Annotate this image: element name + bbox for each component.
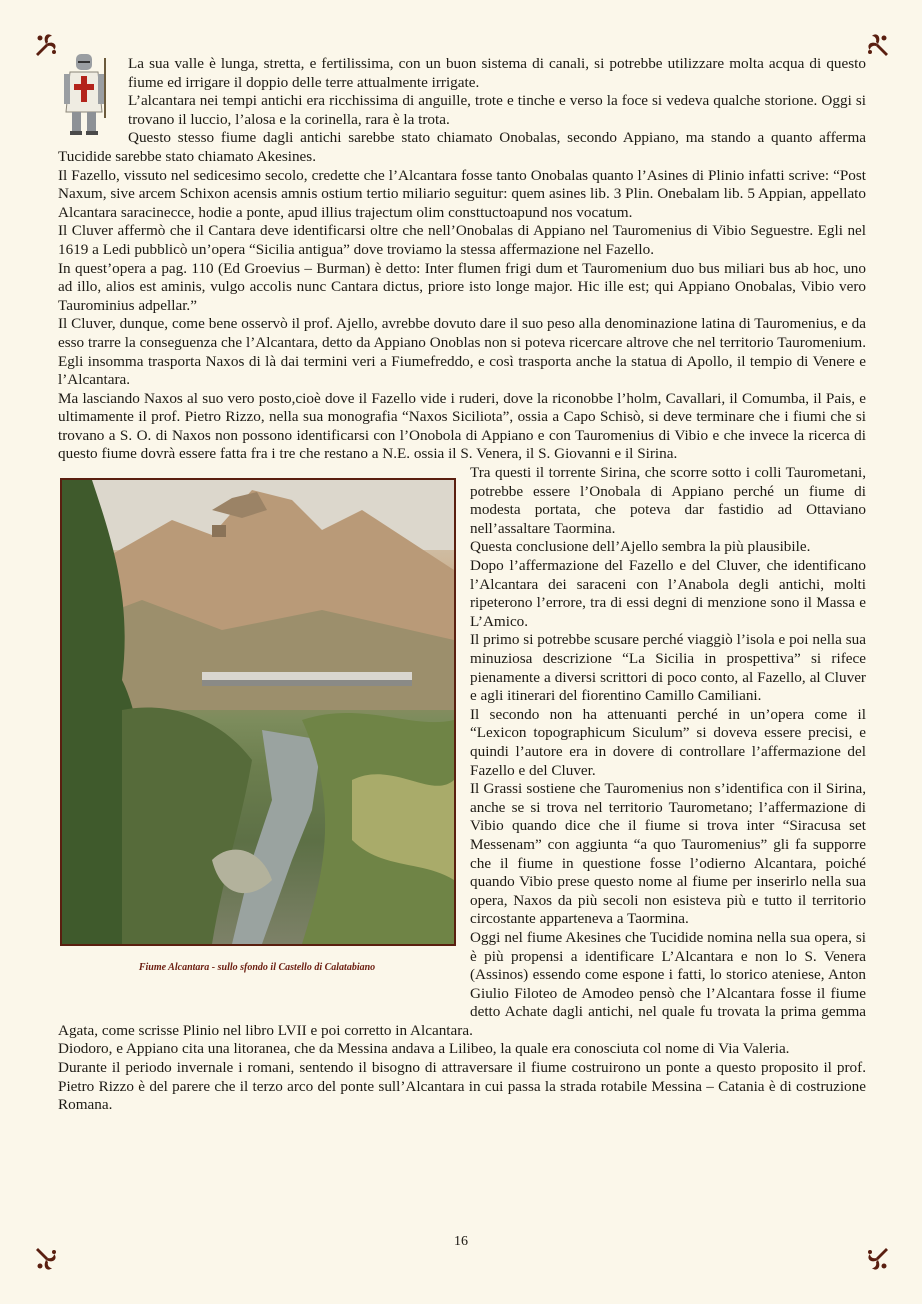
paragraph: Diodoro, e Appiano cita una litoranea, che da Messina andava a Lilibeo, la quale era conosciuta col nome di Via Valeria. <box>58 1040 790 1058</box>
river-photo <box>60 478 456 946</box>
paragraph: Il Cluver affermò che il Cantara deve identificarsi oltre che nell’Onobalas di Appiano nel Tauromenius di Vibio Seguestre. Egli nel 1619 a Ledi pubblicò un’opera “Sicilia antigua” dove troviamo la stessa affermazione nel Fazello. <box>58 222 866 258</box>
paragraph: Oggi nel fiume Akesines che Tucidide nomina nella sua opera, si è più propensi a identificare L’Alcantara e non lo S. Venera (Assinos) essendo come espone i fatti, lo storico ateniese, Anton Giulio Filoteo de Amodeo pensò che l’Alcantara fosse il fiume detto Achate dagli antichi, nel quale fu trovata la prima gemma Agata, come scrisse Plinio nel libro LVII e poi corretto in Alcantara. <box>58 928 866 1039</box>
paragraph: Questo stesso fiume dagli antichi sarebbe stato chiamato Onobalas, secondo Appiano, ma stando a quanto afferma Tucidide sarebbe stato chiamato Akesines. <box>58 129 866 165</box>
paragraph: Il Fazello, vissuto nel sedicesimo secolo, credette che l’Alcantara fosse tanto Onobalas quanto l’Asines di Plinio infatti scrive: “Post Naxum, sive arcem Schixon acensis amnis ostium tertio miliario seguitur: quem asines lib. 3 Plin. Onebalam lib. 5 Appian, appellato Alcantara saracinecce, hodie a ponte, apud illius trajectum olim consttuctoapund nos vocatum. <box>58 166 866 221</box>
paragraph: La sua valle è lunga, stretta, e fertilissima, con un buon sistema di canali, si potrebbe utilizzare molta acqua di questo fiume ed irrigare il doppio delle terre attualmente irrigate. <box>128 55 866 91</box>
figure-caption: Fiume Alcantara - sullo sfondo il Castello di Calatabiano <box>138 962 376 974</box>
paragraph: L’alcantara nei tempi antichi era ricchissima di anguille, trote e tinche e verso la foce si vedeva qualche storione. Oggi si trovano il luccio, l’alosa e la corinella, rara è la trota. <box>128 92 866 128</box>
paragraph: Questa conclusione dell’Ajello sembra la più plausibile. <box>470 538 811 556</box>
templar-knight-icon <box>54 52 114 136</box>
paragraph: Tra questi il torrente Sirina, che scorre sotto i colli Taurometani, potrebbe essere l’Onobala di Appiano perché un fiume di modesta portata, che poteva dar fastidio ad Ottaviano nell’assaltare Taormina. <box>470 464 866 537</box>
paragraph: Durante il periodo invernale i romani, sentendo il bisogno di attraversare il fiume costruirono un ponte a questo proposito il prof. Pietro Rizzo è del parere che il terzo arco del ponte sull’Alcantara in cui passa la strada rotabile Messina – Catania è di costruzione Romana. <box>58 1059 866 1114</box>
page-number: 16 <box>454 1234 468 1249</box>
fleur-ornament-icon <box>864 30 892 58</box>
paragraph: Il Grassi sostiene che Tauromenius non s’identifica con il Sirina, anche se si trova nel territorio Taurometano; l’affermazione di Vibio quando dice che il fiume si trova inter “Siracusa set Messenam” con aggiunta “a quo Tauromenius” gli fa supporre che il fiume in questione fosse l’odierno Alcantara, poiché quando Vibio prese questo nome al fiume per inserirlo nella sua opera, Naxos da più secoli non esisteva più e tutto il territorio circostante apparteneva a Taormina. <box>470 780 866 928</box>
fleur-ornament-icon <box>864 1246 892 1274</box>
paragraph: In quest’opera a pag. 110 (Ed Groevius – Burman) è detto: Inter flumen frigi dum et Tauromenium duo bus miliari bus ab hoc, uno ad illo, alios est aminis, vulgo accolis nunc Cantara dictus, priore isto longe major. Hic ille est; qui Appiano Onobalas, Vibio vero Taurominius adpellar.” <box>58 259 866 314</box>
fleur-ornament-icon <box>32 1246 60 1274</box>
paragraph: Dopo l’affermazione del Fazello e del Cluver, che identificano l’Alcantara dei saraceni con l’Anabola degli antichi, molti ripeterono l’errore, tra di essi degni di menzione sono il Massa e L’Amico. <box>470 557 866 630</box>
river-photo-figure <box>60 478 454 1008</box>
paragraph: Il secondo non ha attenuanti perché in un’opera come il “Lexicon topographicum Siculum” si doveva essere precisi, e quindi l’autore era in dovere di controllare l’affermazione del Fazello e del Cluver. <box>470 705 866 779</box>
body-text <box>58 55 866 1115</box>
paragraph: Il primo si potrebbe scusare perché viaggiò l’isola e poi nella sua minuziosa descrizione “La Sicilia in prospettiva” si rifece pienamente a diversi scrittori di poco conto, al Fazello, al Cluver e agli itinerari del fiorentino Camillo Camiliani. <box>470 631 866 705</box>
paragraph: Il Cluver, dunque, come bene osservò il prof. Ajello, avrebbe dovuto dare il suo peso alla denominazione latina di Tauromenius, e da esso trarre la conseguenza che l’Alcantara, detto da Appiano Onoblas non si poteva ricercare altrove che nel territorio Tauromenium. Egli insomma trasporta Naxos di là dai termini veri a Fiumefreddo, e così trasporta anche la statua di Apollo, il tempio di Venere e l’Alcantara. <box>58 315 866 389</box>
paragraph: Ma lasciando Naxos al suo vero posto,cioè dove il Fazello vide i ruderi, dove la riconobbe l’holm, Cavallari, il Comumba, il Pais, e ultimamente il prof. Pietro Rizzo, nella sua monografia “Naxos Siciliota”, ossia a Capo Schisò, si deve terminare che i fiumi che si trovano a S. O. di Naxos non possono identificarsi con l’Onobola di Appiano e con Tauromenius di Vibio e che invece la ricerca di questo fiume dovrà essere fatta fra i tre che restano a N.E. ossia il S. Venera, il S. Giovanni e il Sirina. <box>58 389 866 463</box>
